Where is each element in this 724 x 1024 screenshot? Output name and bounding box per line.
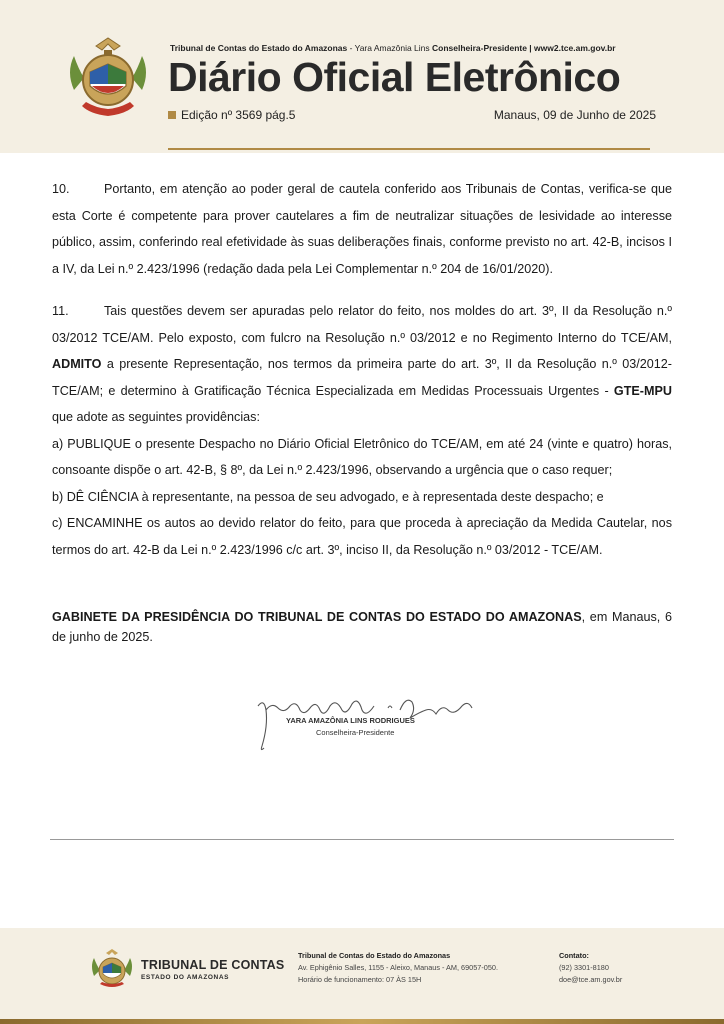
paragraph-11: 11. Tais questões devem ser apuradas pelo relator do feito, nos moldes do art. 3º, II da Resolução n.º 03/2012 TCE/AM. Pelo exposto, com fulcro na Resolução n.º 03/2012 e no Regimento Interno do TCE/AM, ADMITO a presente Representação, nos termos da primeira parte do art. 3º, II da Resolução n.º 03/2012-TCE/AM; e determino à Gratificação Técnica Especializada em Medidas Processuais Urgentes - GTE-MPU que adote as seguintes providências: <box>52 304 672 424</box>
header-topline: Tribunal de Contas do Estado do Amazonas - Yara Amazônia Lins Conselheira-Presidente | www2.tce.am.gov.br <box>170 43 616 53</box>
footer-email[interactable]: doe@tce.am.gov.br <box>559 975 623 984</box>
page-header <box>0 0 724 153</box>
edition-label: Edição nº 3569 pág.5 <box>168 108 295 122</box>
signatory-role: Conselheira-Presidente <box>316 728 395 737</box>
page-footer <box>0 928 724 1024</box>
page-title: Diário Oficial Eletrônico <box>168 54 621 100</box>
footer-phone: (92) 3301-8180 <box>559 963 609 972</box>
closing-paragraph: GABINETE DA PRESIDÊNCIA DO TRIBUNAL DE CONTAS DO ESTADO DO AMAZONAS, em Manaus, 6 de junho de 2025. <box>52 610 672 644</box>
header-divider <box>168 148 650 150</box>
item-b: b) DÊ CIÊNCIA à representante, na pessoa de seu advogado, e à representada deste despacho; e <box>52 489 604 504</box>
publication-date: Manaus, 09 de Junho de 2025 <box>493 108 656 122</box>
signatory-name: YARA AMAZÔNIA LINS RODRIGUES <box>286 716 415 725</box>
footer-hours: Horário de funcionamento: 07 ÀS 15H <box>298 975 422 984</box>
tce-am-seal-icon <box>60 28 156 124</box>
item-a: a) PUBLIQUE o presente Despacho no Diário Oficial Eletrônico do TCE/AM, em até 24 (vinte e quatro) horas, consoante dispõe o art. 42-B, § 8º, da Lei n.º 2.423/1996, observando a urgência que o caso requer; <box>52 436 672 477</box>
footer-info-title: Tribunal de Contas do Estado do Amazonas <box>298 951 451 960</box>
footer-brand-main: TRIBUNAL DE CONTAS <box>141 958 285 972</box>
footer-address: Av. Ephigênio Salles, 1155 - Aleixo, Manaus - AM, 69057-050. <box>298 963 498 972</box>
document-body <box>52 176 672 647</box>
footer-contact-title: Contato: <box>559 951 589 960</box>
square-bullet-icon <box>168 111 176 119</box>
footer-contact <box>559 950 622 986</box>
tce-am-seal-small-icon <box>88 944 136 992</box>
item-c: c) ENCAMINHE os autos ao devido relator do feito, para que proceda à apreciação da Medida Cautelar, nos termos do art. 42-B da Lei n.º 2.423/1996 c/c art. 3º, inciso II, da Resolução n.º 03/2012 - TCE/AM. <box>52 516 672 557</box>
footer-info <box>298 950 498 986</box>
paragraph-10: 10. Portanto, em atenção ao poder geral de cautela conferido aos Tribunais de Contas, verifica-se que esta Corte é competente para prover cautelares a fim de neutralizar situações de lesividade ao interesse público, assim, conferindo real efetividade às suas deliberações finais, conforme previsto no art. 42-B, incisos I a IV, da Lei n.º 2.423/1996 (redação dada pela Lei Complementar n.º 204 de 16/01/2020). <box>52 182 672 276</box>
footer-gold-bar <box>0 1019 724 1024</box>
footer-brand-sub: ESTADO DO AMAZONAS <box>141 974 230 981</box>
content-divider <box>50 839 674 840</box>
